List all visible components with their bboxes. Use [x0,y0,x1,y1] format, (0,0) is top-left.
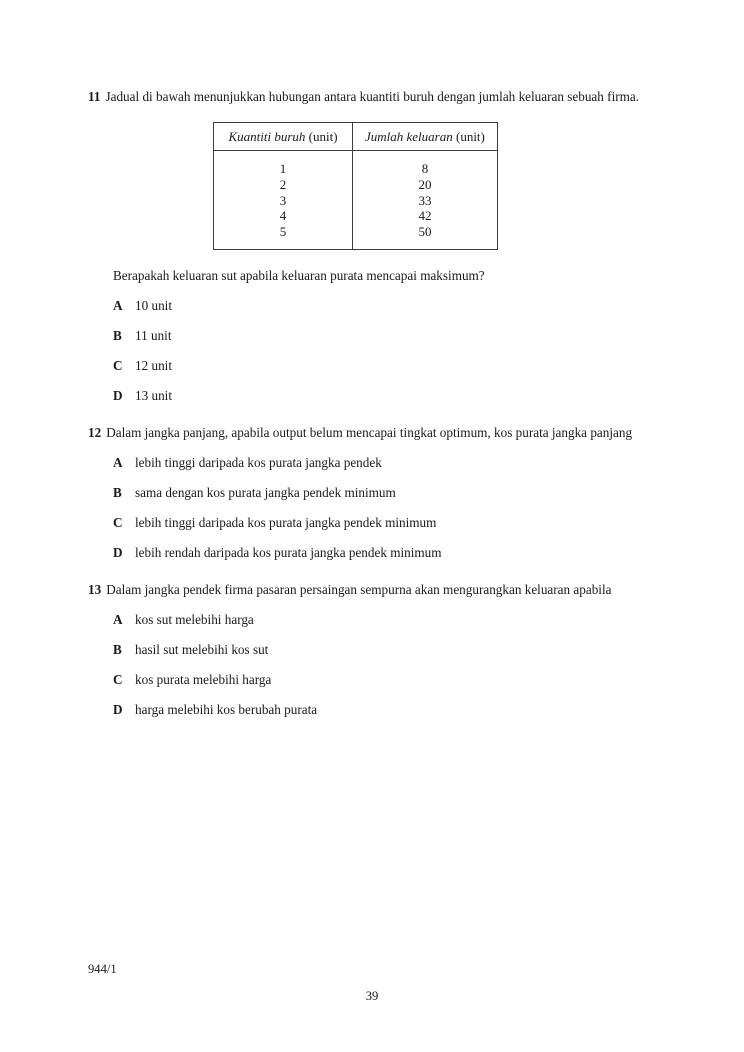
option-letter: B [113,327,122,343]
cell-kuantiti: 5 [279,224,287,240]
question-13-stem [88,581,658,598]
table-header-jumlah-keluaran [353,123,498,151]
table-container [88,122,658,250]
option-letter: D [113,544,123,560]
option-letter: D [113,701,123,717]
option-text: kos sut melebihi harga [135,611,254,627]
option-11-c[interactable] [113,357,658,374]
question-11 [88,88,658,404]
option-text: 13 unit [135,387,172,403]
option-text: lebih tinggi daripada kos purata jangka pendek [135,454,382,470]
table-row [214,193,498,209]
question-11-stem [88,88,658,105]
table-body [214,151,498,250]
table-row [214,151,498,177]
option-12-d[interactable] [113,544,658,561]
option-letter: B [113,484,122,500]
page-content [88,88,658,720]
option-text: 10 unit [135,297,172,313]
cell-keluaran: 42 [353,208,498,224]
table-head [214,123,498,151]
question-12-options [88,454,658,561]
option-text: 11 unit [135,327,172,343]
cell-keluaran: 8 [353,151,498,177]
option-text: kos purata melebihi harga [135,671,272,687]
option-text: hasil sut melebihi kos sut [135,641,269,657]
spacer [88,406,658,424]
cell-kuantiti: 2 [279,176,287,192]
question-13-options [88,611,658,718]
table-header-row [214,123,498,151]
table-header-jumlah-keluaran-unit: (unit) [455,129,485,144]
question-13 [88,581,658,718]
production-table [213,122,498,250]
question-12-stem [88,424,658,441]
table-header-jumlah-keluaran-label: Jumlah keluaran [365,129,453,144]
question-13-stem-text: Dalam jangka pendek firma pasaran persaingan sempurna akan mengurangkan keluaran apabila [106,581,612,597]
option-11-a[interactable] [113,297,658,314]
option-text: sama dengan kos purata jangka pendek minimum [135,484,396,500]
question-11-stem-text: Jadual di bawah menunjukkan hubungan antara kuantiti buruh dengan jumlah keluaran sebuah firma. [105,89,640,104]
option-12-c[interactable] [113,514,658,531]
option-13-a[interactable] [113,611,658,628]
option-11-b[interactable] [113,327,658,344]
table-header-kuantiti-buruh-unit: (unit) [308,129,338,144]
option-12-b[interactable] [113,484,658,501]
option-letter: A [113,454,123,470]
cell-keluaran: 50 [353,224,498,249]
option-letter: B [113,641,122,657]
option-13-b[interactable] [113,641,658,658]
cell-keluaran: 33 [353,193,498,209]
option-13-d[interactable] [113,701,658,718]
question-12-number: 12 [88,424,102,440]
question-12 [88,424,658,561]
question-11-options [88,297,658,404]
question-11-number: 11 [88,89,101,104]
table-row [214,224,498,249]
cell-keluaran: 20 [353,177,498,193]
option-text: lebih rendah daripada kos purata jangka pendek minimum [135,544,442,560]
option-11-d[interactable] [113,387,658,404]
cell-kuantiti: 1 [279,161,287,176]
option-letter: C [113,514,123,530]
table-header-kuantiti-buruh-label: Kuantiti buruh [228,129,306,144]
option-text: lebih tinggi daripada kos purata jangka pendek minimum [135,514,437,530]
question-11-sub-prompt: Berapakah keluaran sut apabila keluaran purata mencapai maksimum? [113,267,485,283]
cell-kuantiti: 4 [279,208,287,224]
cell-kuantiti: 3 [279,192,287,208]
footer-paper-code: 944/1 [88,962,117,976]
option-13-c[interactable] [113,671,658,688]
question-12-stem-text: Dalam jangka panjang, apabila output belum mencapai tingkat optimum, kos purata jangka panjang [106,424,633,440]
question-13-number: 13 [88,581,102,597]
option-letter: A [113,297,123,313]
option-letter: C [113,671,123,687]
option-text: harga melebihi kos berubah purata [135,701,318,717]
table-row [214,208,498,224]
option-letter: A [113,611,123,627]
option-12-a[interactable] [113,454,658,471]
spacer [88,563,658,581]
option-letter: D [113,387,123,403]
footer-page-number: 39 [365,989,379,1003]
option-letter: C [113,357,123,373]
option-text: 12 unit [135,357,172,373]
table-row [214,177,498,193]
table-header-kuantiti-buruh [214,123,353,151]
